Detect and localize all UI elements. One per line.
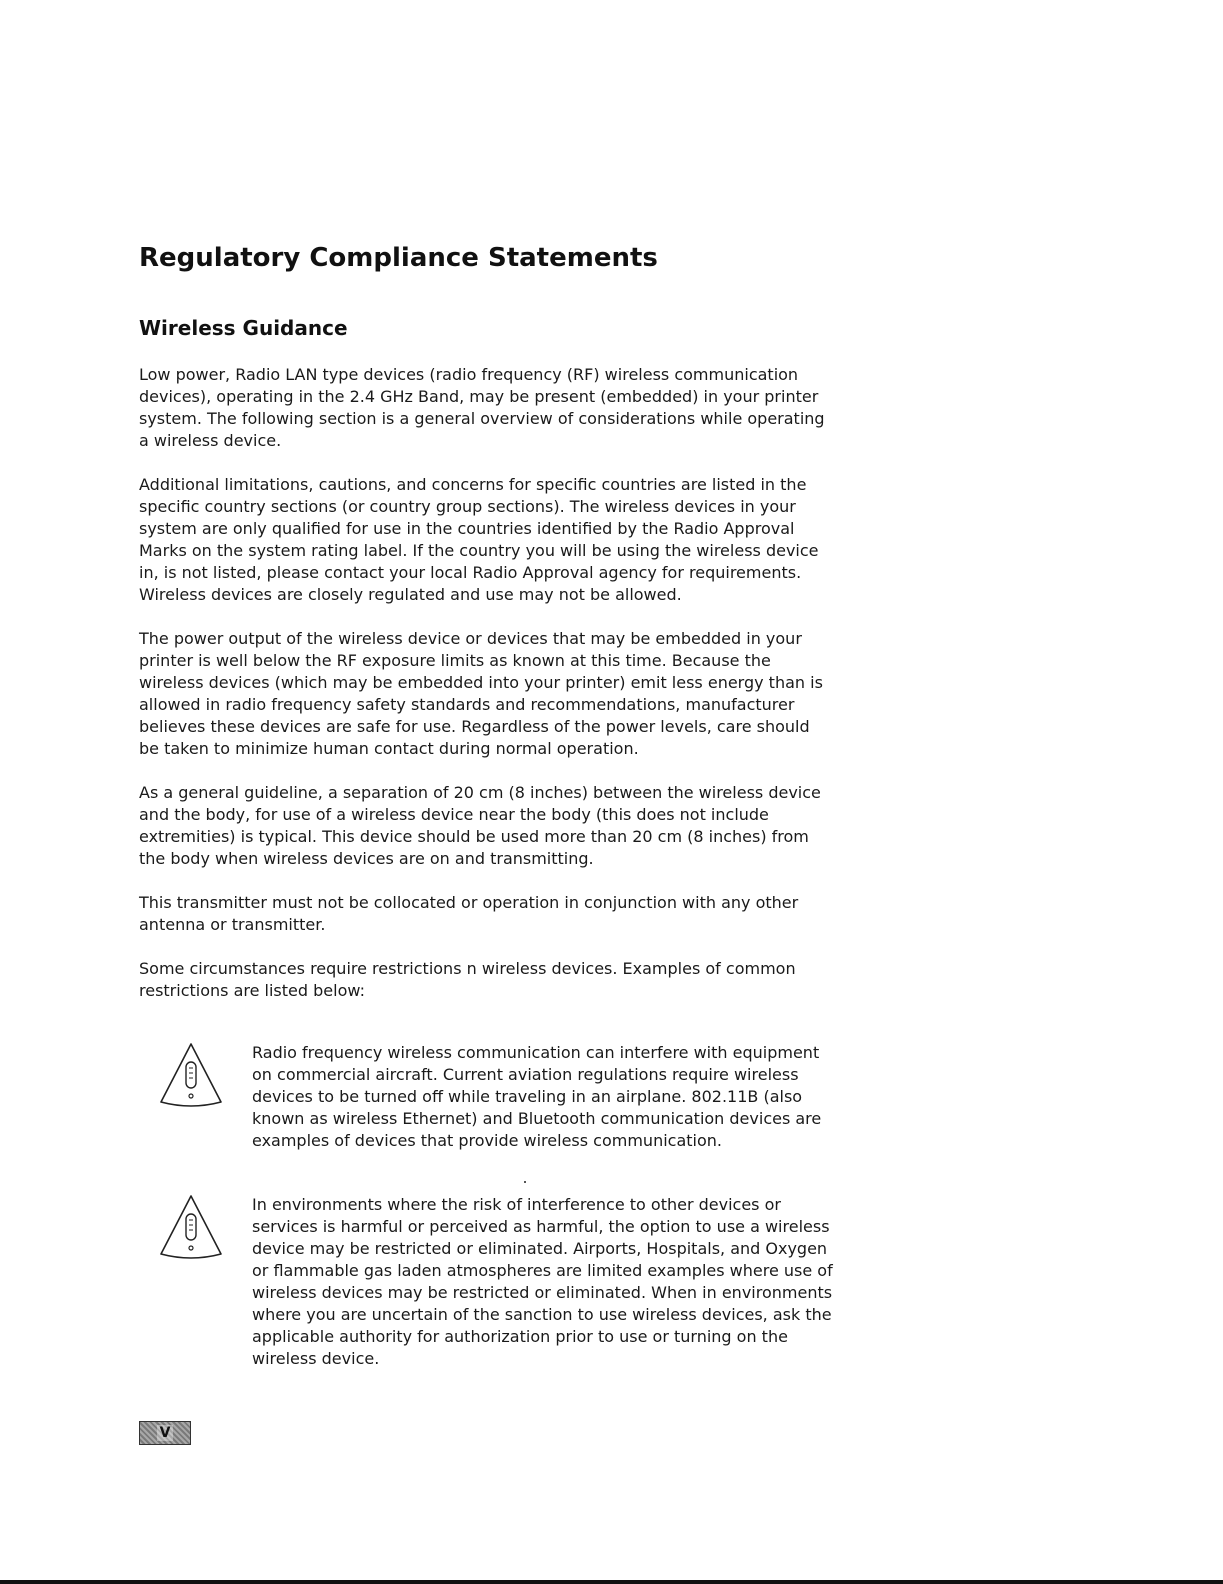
- warning-line: or flammable gas laden atmospheres are limited examples where use of: [252, 1261, 833, 1280]
- page-number-label: V: [157, 1425, 174, 1441]
- paragraph-line: believes these devices are safe for use. Regardless of the power levels, care should: [139, 717, 810, 736]
- paragraph-restrictions-intro: [139, 958, 796, 1002]
- warning-triangle-icon: [157, 1192, 225, 1262]
- paragraph-collocation: [139, 892, 798, 936]
- warning-line: services is harmful or perceived as harmful, the option to use a wireless: [252, 1217, 830, 1236]
- paragraph-line: the body when wireless devices are on and transmitting.: [139, 849, 594, 868]
- paragraph-line: antenna or transmitter.: [139, 915, 326, 934]
- scan-artifact-dot: [524, 1181, 526, 1183]
- page-number: [139, 1421, 191, 1445]
- warning-line: devices to be turned off while traveling in an airplane. 802.11B (also: [252, 1087, 803, 1106]
- paragraph-line: Some circumstances require restrictions n wireless devices. Examples of common: [139, 959, 796, 978]
- warning-line: device may be restricted or eliminated. Airports, Hospitals, and Oxygen: [252, 1239, 828, 1258]
- paragraph-line: restrictions are listed below:: [139, 981, 365, 1000]
- paragraph-line: allowed in radio frequency safety standards and recommendations, manufacturer: [139, 695, 795, 714]
- paragraph-line: printer is well below the RF exposure limits as known at this time. Because the: [139, 651, 771, 670]
- paragraph-line: and the body, for use of a wireless device near the body (this does not include: [139, 805, 769, 824]
- paragraph-separation-guideline: [139, 782, 821, 870]
- paragraph-line: specific country sections (or country group sections). The wireless devices in your: [139, 497, 796, 516]
- paragraph-line: in, is not listed, please contact your local Radio Approval agency for requirements.: [139, 563, 802, 582]
- paragraph-line: As a general guideline, a separation of 20 cm (8 inches) between the wireless device: [139, 783, 821, 802]
- paragraph-line: devices), operating in the 2.4 GHz Band, may be present (embedded) in your printer: [139, 387, 819, 406]
- warning-line: examples of devices that provide wireless communication.: [252, 1131, 722, 1150]
- warning-line: known as wireless Ethernet) and Bluetooth communication devices are: [252, 1109, 822, 1128]
- paragraph-line: extremities) is typical. This device should be used more than 20 cm (8 inches) from: [139, 827, 809, 846]
- warning-line: on commercial aircraft. Current aviation regulations require wireless: [252, 1065, 799, 1084]
- warning-line: where you are uncertain of the sanction to use wireless devices, ask the: [252, 1305, 832, 1324]
- warning-line: wireless device.: [252, 1349, 380, 1368]
- paragraph-line: Low power, Radio LAN type devices (radio frequency (RF) wireless communication: [139, 365, 799, 384]
- warning-triangle-icon: [157, 1040, 225, 1110]
- page-title: Regulatory Compliance Statements: [139, 243, 658, 273]
- paragraph-line: system are only qualified for use in the countries identified by the Radio Approval: [139, 519, 795, 538]
- paragraph-line: be taken to minimize human contact during normal operation.: [139, 739, 639, 758]
- paragraph-line: This transmitter must not be collocated or operation in conjunction with any other: [139, 893, 799, 912]
- paragraph-country-limitations: [139, 474, 819, 606]
- warning-line: Radio frequency wireless communication can interfere with equipment: [252, 1043, 820, 1062]
- warning-line: In environments where the risk of interference to other devices or: [252, 1195, 781, 1214]
- warning-line: applicable authority for authorization prior to use or turning on the: [252, 1327, 788, 1346]
- paragraph-line: Marks on the system rating label. If the country you will be using the wireless device: [139, 541, 819, 560]
- warning-environments-text: [252, 1194, 833, 1370]
- paragraph-power-output: [139, 628, 823, 760]
- paragraph-rf-devices-intro: [139, 364, 825, 452]
- paragraph-line: Additional limitations, cautions, and concerns for specific countries are listed in the: [139, 475, 807, 494]
- paragraph-line: Wireless devices are closely regulated and use may not be allowed.: [139, 585, 682, 604]
- warning-aircraft-text: [252, 1042, 821, 1152]
- paragraph-line: a wireless device.: [139, 431, 282, 450]
- paragraph-line: wireless devices (which may be embedded into your printer) emit less energy than is: [139, 673, 823, 692]
- paragraph-line: The power output of the wireless device or devices that may be embedded in your: [139, 629, 802, 648]
- paragraph-line: system. The following section is a general overview of considerations while operating: [139, 409, 825, 428]
- bottom-edge-rule: [0, 1580, 1223, 1584]
- section-heading: Wireless Guidance: [139, 316, 348, 340]
- warning-line: wireless devices may be restricted or eliminated. When in environments: [252, 1283, 833, 1302]
